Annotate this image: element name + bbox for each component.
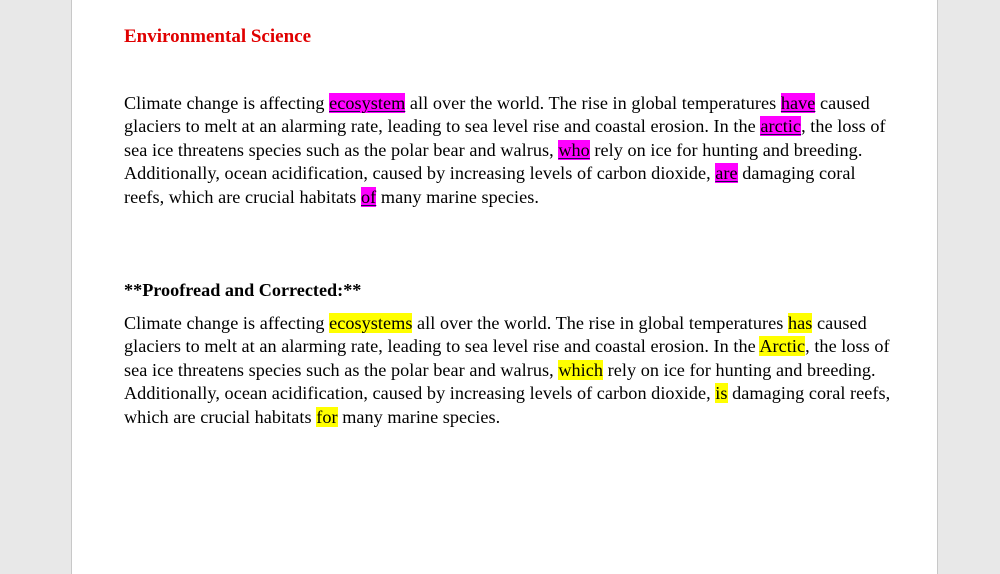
- original-text-1: Climate change is affecting: [124, 93, 330, 113]
- corrected-paragraph[interactable]: [124, 312, 894, 429]
- fix-highlight-for[interactable]: for: [316, 406, 338, 427]
- error-highlight-have[interactable]: have: [780, 93, 816, 113]
- document-page[interactable]: [71, 0, 938, 574]
- fix-highlight-is[interactable]: is: [715, 383, 728, 404]
- error-highlight-arctic[interactable]: arctic: [760, 116, 802, 137]
- corrected-heading[interactable]: **Proofread and Corrected:**: [124, 280, 362, 300]
- fix-highlight-has[interactable]: has: [788, 313, 813, 333]
- document-title[interactable]: Environmental Science: [124, 26, 312, 47]
- corrected-text-3: caused glaciers to melt at an alarming rate, leading to sea level rise and coastal erosion. In the: [124, 313, 867, 357]
- original-text-7: many marine species.: [376, 186, 539, 207]
- corrected-text-4: , the loss of sea ice threatens species such as the polar bear and walrus,: [124, 336, 890, 380]
- fix-highlight-ecosystems[interactable]: ecosystems: [329, 313, 413, 333]
- error-highlight-who[interactable]: who: [558, 139, 590, 160]
- corrected-text-1: Climate change is affecting: [124, 313, 330, 333]
- original-text-2: all over the world. The rise in global temperatures: [405, 93, 781, 113]
- error-highlight-of[interactable]: of: [361, 186, 377, 207]
- corrected-text-2: all over the world. The rise in global temperatures: [412, 313, 788, 333]
- fix-highlight-arctic[interactable]: Arctic: [759, 336, 806, 357]
- original-text-3: caused glaciers to melt at an alarming rate, leading to sea level rise and coastal erosion. In the: [124, 93, 870, 137]
- original-text-6: damaging coral reefs, which are crucial habitats: [124, 163, 856, 207]
- error-highlight-are[interactable]: are: [715, 163, 738, 184]
- fix-highlight-which[interactable]: which: [558, 359, 604, 380]
- corrected-text-5: rely on ice for hunting and breeding. Additionally, ocean acidification, caused by increasing levels of carbon dioxide,: [124, 359, 876, 404]
- corrected-text-6: damaging coral reefs, which are crucial habitats: [124, 383, 891, 427]
- original-paragraph[interactable]: [124, 92, 894, 209]
- original-text-4: , the loss of sea ice threatens species such as the polar bear and walrus,: [124, 116, 886, 160]
- error-highlight-ecosystem[interactable]: ecosystem: [329, 93, 406, 113]
- original-text-5: rely on ice for hunting and breeding. Additionally, ocean acidification, caused by increasing levels of carbon dioxide,: [124, 139, 863, 184]
- corrected-text-7: many marine species.: [337, 406, 501, 427]
